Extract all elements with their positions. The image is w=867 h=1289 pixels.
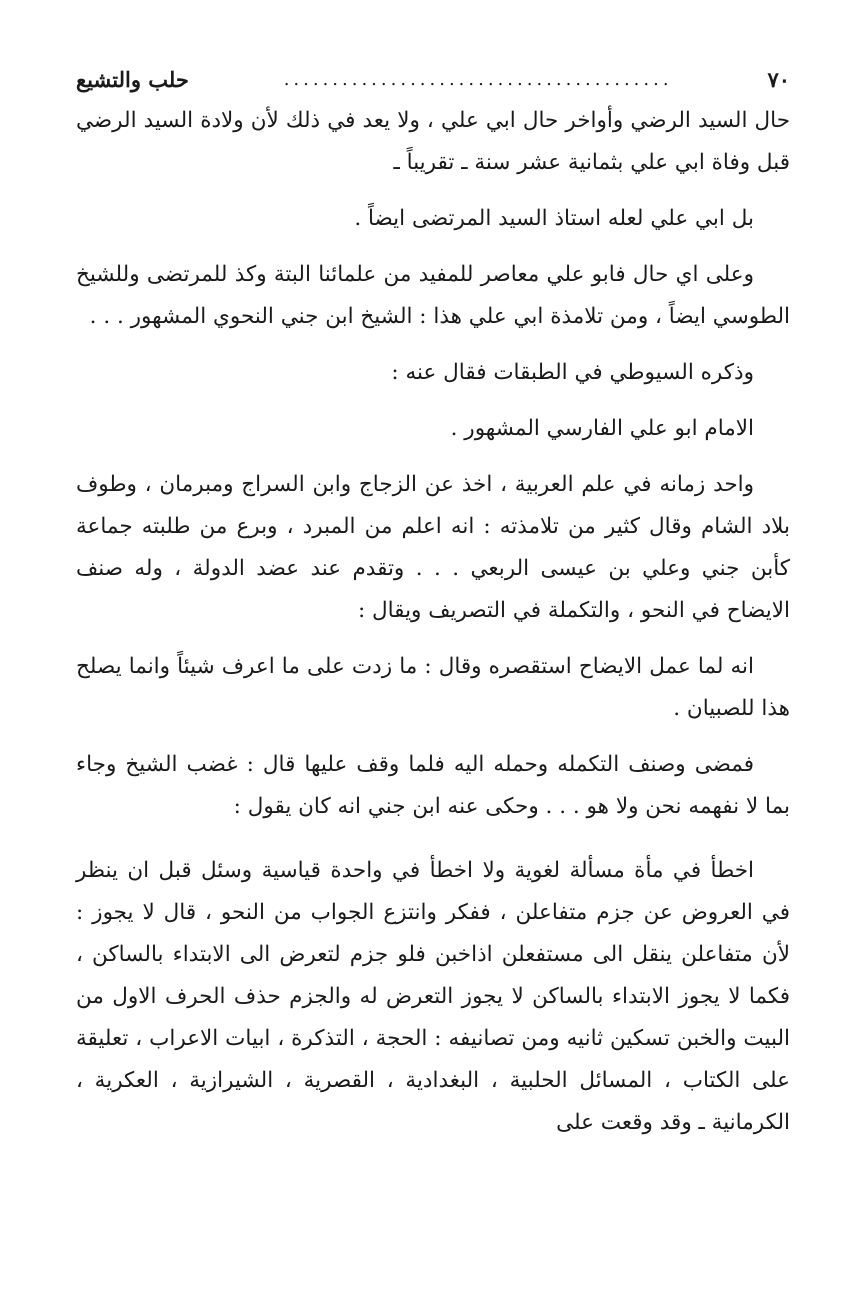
paragraph: انه لما عمل الايضاح استقصره وقال : ما زدت على ما اعرف شيئاً وانما يصلح هذا للصبيان . bbox=[76, 654, 790, 721]
document-page bbox=[76, 62, 790, 1144]
paragraph: بل ابي علي لعله استاذ السيد المرتضى ايضاً . bbox=[354, 206, 754, 231]
page-number: ٧٠ bbox=[767, 66, 790, 92]
paragraph: الامام ابو علي الفارسي المشهور . bbox=[450, 416, 754, 441]
page-header bbox=[76, 62, 790, 96]
running-title: حلب والتشيع bbox=[76, 66, 189, 92]
paragraph: وذكره السيوطي في الطبقات فقال عنه : bbox=[391, 360, 754, 385]
paragraph: اخطأ في مأة مسألة لغوية ولا اخطأ في واحدة قياسية وسئل قبل ان ينظر في العروض عن جزم متفاعلن ، ففكر وانتزع الجواب من النحو ، قال لا يجوز : لأن متفاعلن ينقل الى مستفعلن اذاخبن فلو جزم لتعرض الى الابتداء بالساكن ، فكما لا يجوز الابتداء بالساكن لا يجوز التعرض له والجزم حذف الحرف الاول من البيت والخبن تسكين ثانيه ومن تصانيفه : الحجة ، التذكرة ، ابيات الاعراب ، تعليقة على الكتاب ، المسائل الحلبية ، البغدادية ، القصرية ، الشيرازية ، العكرية ، الكرمانية ـ وقد وقعت على bbox=[76, 858, 790, 1135]
paragraph: حال السيد الرضي وأواخر حال ابي علي ، ولا يعد في ذلك لأن ولادة السيد الرضي قبل وفاة ابي علي بثمانية عشر سنة ـ تقريباً ـ bbox=[76, 108, 790, 175]
header-leader-dots: ........................................ bbox=[283, 68, 673, 90]
paragraph: وعلى اي حال فابو علي معاصر للمفيد من علمائنا البتة وكذ للمرتضى وللشيخ الطوسي ايضاً ، ومن تلامذة ابي علي هذا : الشيخ ابن جني النحوي المشهور . . . bbox=[76, 262, 790, 329]
paragraph: فمضى وصنف التكمله وحمله اليه فلما وقف عليها قال : غضب الشيخ وجاء بما لا نفهمه نحن ولا هو . . . وحكى عنه ابن جني انه كان يقول : bbox=[76, 752, 790, 819]
paragraph: واحد زمانه في علم العربية ، اخذ عن الزجاج وابن السراج ومبرمان ، وطوف بلاد الشام وقال كثير من تلامذته : انه اعلم من المبرد ، وبرع من طلبته جماعة كأبن جني وعلي بن عيسى الربعي . . . وتقدم عند عضد الدولة ، وله صنف الايضاح في النحو ، والتكملة في التصريف ويقال : bbox=[76, 472, 790, 623]
